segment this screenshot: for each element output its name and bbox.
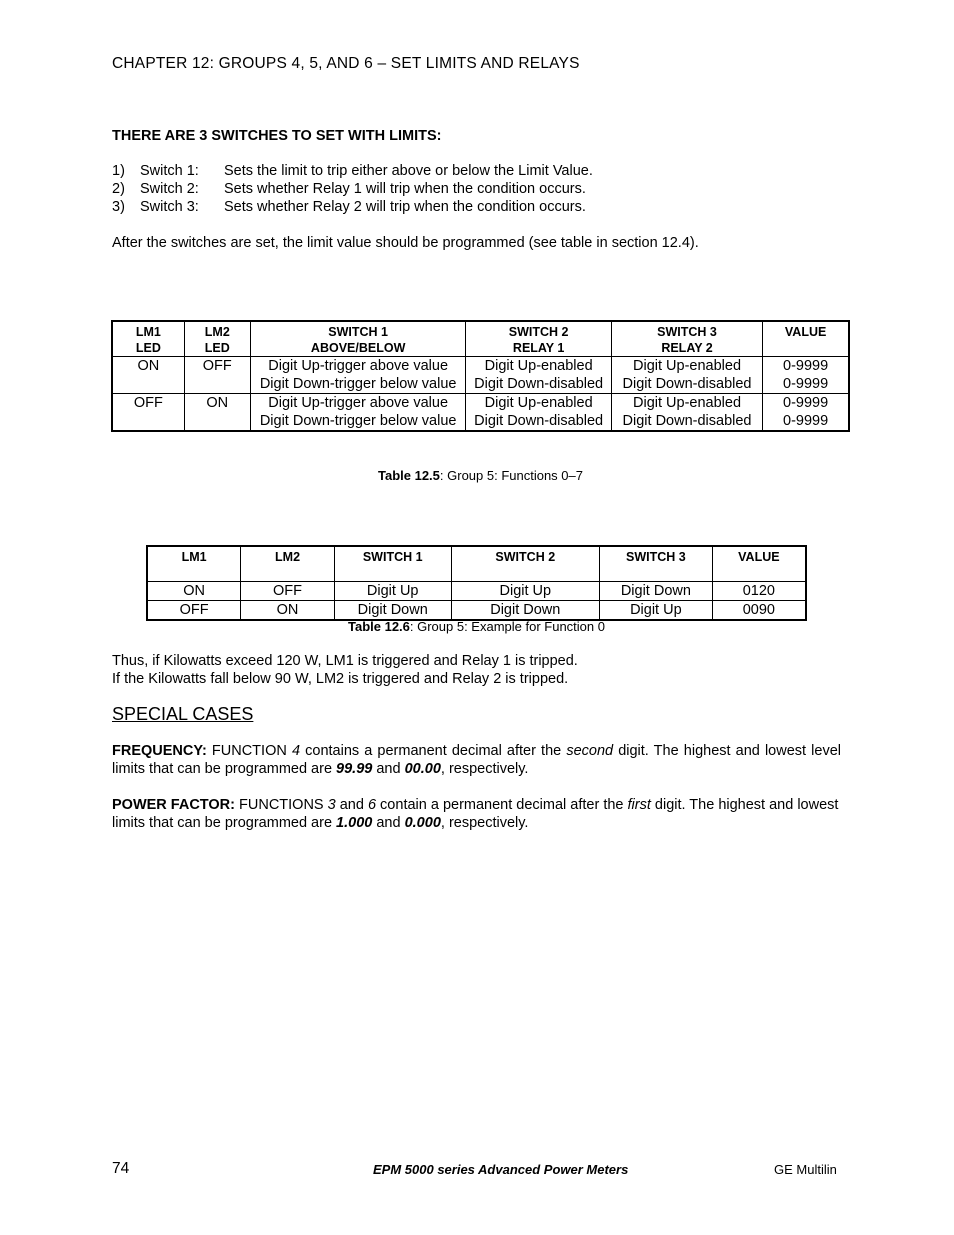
list-number: 3) [112, 199, 125, 215]
table-function0-example [146, 545, 807, 621]
special-cases-heading: SPECIAL CASES [112, 704, 254, 724]
chapter-header: CHAPTER 12: GROUPS 4, 5, AND 6 – SET LIMITS AND RELAYS [112, 55, 580, 72]
example-line: Thus, if Kilowatts exceed 120 W, LM1 is triggered and Relay 1 is tripped. [112, 653, 578, 669]
page-number: 74 [112, 1160, 130, 1177]
table-caption: Table 12.6: Group 5: Example for Function 0 [347, 619, 605, 634]
table-row [147, 582, 806, 601]
cell-lm2: OFF [184, 357, 250, 394]
cell-switch1: Digit Up-trigger above value Digit Down-trigger below value [250, 394, 466, 432]
list-description: Sets whether Relay 1 will trip when the condition occurs. [224, 181, 586, 197]
after-switches-paragraph: After the switches are set, the limit value should be programmed (see table in section 12.4). [112, 235, 699, 251]
cell-value: 0090 [712, 601, 806, 621]
cell-switch3: Digit Up [600, 601, 713, 621]
table-row [147, 601, 806, 621]
list-number: 1) [112, 163, 125, 179]
cell-switch2: Digit Up [451, 582, 599, 601]
cell-switch3: Digit Down [600, 582, 713, 601]
list-description: Sets the limit to trip either above or below the Limit Value. [224, 163, 593, 179]
cell-value: 0-9999 0-9999 [763, 394, 849, 432]
footer-title: EPM 5000 series Advanced Power Meters [373, 1162, 629, 1177]
list-switch-name: Switch 2: [140, 181, 199, 197]
list-description: Sets whether Relay 2 will trip when the condition occurs. [224, 199, 586, 215]
cell-switch1: Digit Up [334, 582, 451, 601]
cell-switch2: Digit Down [451, 601, 599, 621]
header-switch1: SWITCH 1 ABOVE/BELOW [250, 321, 466, 357]
table-row [112, 394, 849, 432]
table-row [112, 357, 849, 394]
cell-switch1: Digit Up-trigger above value Digit Down-trigger below value [250, 357, 466, 394]
cell-switch3: Digit Up-enabled Digit Down-disabled [611, 357, 762, 394]
list-item [112, 198, 593, 216]
list-number: 2) [112, 181, 125, 197]
cell-lm2: ON [241, 601, 335, 621]
cell-switch2: Digit Up-enabled Digit Down-disabled [466, 357, 611, 394]
header-value: VALUE [712, 546, 806, 582]
header-value: VALUE [763, 321, 849, 357]
example-line: If the Kilowatts fall below 90 W, LM2 is triggered and Relay 2 is tripped. [112, 671, 569, 687]
header-switch2: SWITCH 2 RELAY 1 [466, 321, 611, 357]
cell-switch3: Digit Up-enabled Digit Down-disabled [611, 394, 762, 432]
cell-lm1: ON [147, 582, 241, 601]
cell-switch2: Digit Up-enabled Digit Down-disabled [466, 394, 611, 432]
header-lm1-led: LM1 LED [112, 321, 184, 357]
header-lm2: LM2 [241, 546, 335, 582]
example-paragraph [112, 652, 578, 688]
cell-value: 0-9999 0-9999 [763, 357, 849, 394]
header-switch1: SWITCH 1 [334, 546, 451, 582]
cell-lm2: ON [184, 394, 250, 432]
cell-switch1: Digit Down [334, 601, 451, 621]
header-lm1: LM1 [147, 546, 241, 582]
switches-list [112, 162, 593, 216]
power-factor-paragraph: POWER FACTOR: FUNCTIONS 3 and 6 contain a permanent decimal after the first digit. The highest and lowest limits that can be programmed are 1.000 and 0.000, respectively. [112, 797, 839, 831]
header-switch3: SWITCH 3 [600, 546, 713, 582]
header-switch3: SWITCH 3 RELAY 2 [611, 321, 762, 357]
list-switch-name: Switch 3: [140, 199, 199, 215]
list-item [112, 180, 593, 198]
header-lm2-led: LM2 LED [184, 321, 250, 357]
table-header-row [112, 321, 849, 357]
cell-lm1: OFF [147, 601, 241, 621]
cell-value: 0120 [712, 582, 806, 601]
list-switch-name: Switch 1: [140, 163, 199, 179]
switches-heading: THERE ARE 3 SWITCHES TO SET WITH LIMITS: [112, 128, 442, 144]
footer-brand: GE Multilin [774, 1162, 837, 1177]
table-header-row [147, 546, 806, 582]
table-caption: Table 12.5: Group 5: Functions 0–7 [378, 468, 583, 483]
header-switch2: SWITCH 2 [451, 546, 599, 582]
cell-lm1: ON [112, 357, 184, 394]
cell-lm1: OFF [112, 394, 184, 432]
cell-lm2: OFF [241, 582, 335, 601]
list-item [112, 162, 593, 180]
table-group5-functions [111, 320, 850, 432]
frequency-paragraph: FREQUENCY: FUNCTION 4 contains a permanent decimal after the second digit. The highest and lowest level limits that can be programmed are 99.99 and 00.00, respectively. [112, 743, 841, 777]
